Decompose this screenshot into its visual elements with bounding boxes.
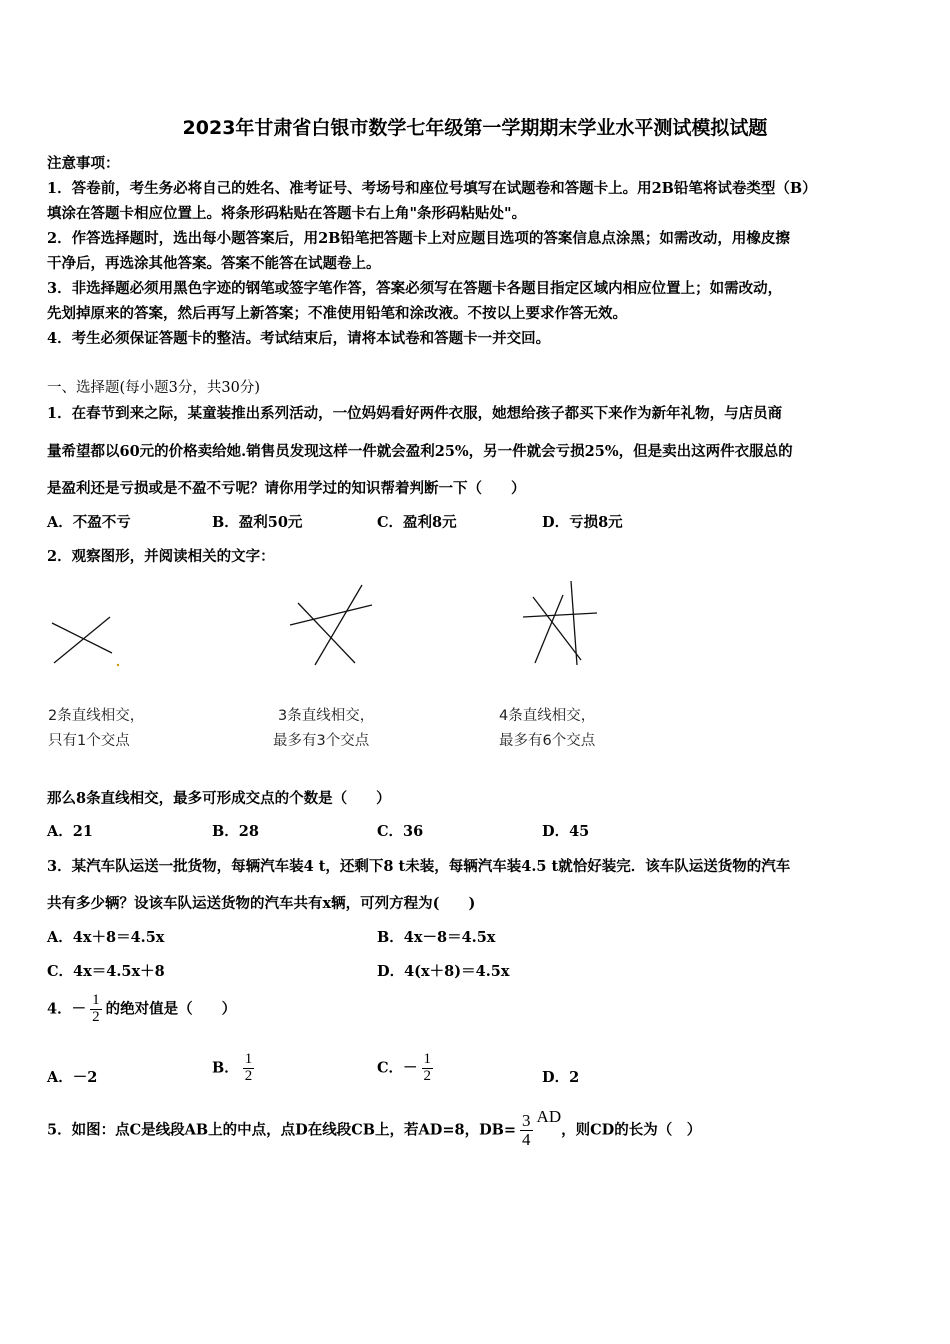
q4-option-b: [212, 1052, 258, 1085]
figure-line: [315, 585, 362, 665]
q5-frac-tail: AD: [536, 1107, 562, 1127]
notice-line: 先划掉原来的答案，然后再写上新答案；不准使用铅笔和涂改液。不按以上要求作答无效。: [47, 305, 627, 322]
question-4: [47, 993, 236, 1026]
q1-option-d: D．亏损8元: [542, 514, 623, 531]
q5-prefix: 5．如图：点C是线段AB上的中点，点D在线段CB上，若AD=8，DB=: [47, 1121, 517, 1139]
q4-option-c: [377, 1052, 437, 1085]
page-title: 2023年甘肃省白银市数学七年级第一学期期末学业水平测试模拟试题: [182, 117, 768, 139]
q3-option-a: A．4x＋8＝4.5x: [47, 929, 165, 946]
figure-dot: [117, 664, 119, 666]
figure-line: [523, 613, 597, 617]
fraction-denominator: 4: [522, 1129, 531, 1149]
notice-heading: 注意事项：: [47, 155, 120, 172]
figure-caption: 2条直线相交，: [48, 708, 145, 724]
question-3-line: 3．某汽车队运送一批货物，每辆汽车装4 t，还剩下8 t未装，每辆汽车装4.5 t就恰好装完．该车队运送货物的汽车: [47, 858, 791, 875]
q3-option-c: C．4x＝4.5x＋8: [47, 963, 165, 980]
question-3-line: 共有多少辆？设该车队运送货物的汽车共有x辆，可列方程为( ): [47, 895, 476, 912]
q4-option-a: A．－2: [47, 1069, 98, 1086]
q4-c-fraction: [422, 1052, 434, 1085]
q4-b-fraction: [243, 1052, 255, 1085]
fraction-denominator: 2: [423, 1067, 432, 1084]
q4-fraction: [90, 993, 102, 1026]
fraction-numerator: 1: [423, 1051, 432, 1067]
q3-option-d: D．4(x＋8)＝4.5x: [377, 963, 510, 980]
fraction-numerator: 3: [522, 1111, 531, 1130]
three-lines-figure: [280, 575, 380, 675]
two-lines-figure: [40, 575, 140, 675]
question-2-text: 那么8条直线相交，最多可形成交点的个数是（ ）: [47, 790, 391, 807]
fraction-numerator: 1: [244, 1051, 253, 1067]
option-label: C．－: [377, 1059, 418, 1077]
q5-suffix: ，则CD的长为（ ）: [561, 1121, 702, 1139]
q2-option-b: B．28: [212, 823, 259, 840]
q2-option-d: D．45: [542, 823, 590, 840]
question-1-line: 是盈利还是亏损或是不盈不亏呢？请你用学过的知识帮着判断一下（ ）: [47, 480, 526, 497]
figure-caption: 只有1个交点: [48, 733, 130, 749]
notice-line: 干净后，再选涂其他答案。答案不能答在试题卷上。: [47, 255, 381, 272]
fraction-numerator: 1: [92, 992, 100, 1008]
q2-option-c: C．36: [377, 823, 424, 840]
q4-option-d: D．2: [542, 1069, 580, 1086]
notice-line: 2．作答选择题时，选出每小题答案后，用2B铅笔把答题卡上对应题目选项的答案信息点涂黑；如需改动，用橡皮擦: [47, 230, 790, 247]
four-lines-figure: [515, 575, 615, 675]
q5-fraction: [520, 1112, 533, 1149]
q4-suffix: 的绝对值是（ ）: [105, 1000, 237, 1018]
notice-line: 3．非选择题必须用黑色字迹的钢笔或签字笔作答，答案必须写在答题卡各题目指定区域内相应位置上；如需改动，: [47, 280, 783, 297]
fraction-denominator: 2: [92, 1008, 100, 1025]
q4-prefix: 4．－: [47, 1000, 87, 1018]
question-2-stem: 2．观察图形，并阅读相关的文字：: [47, 548, 275, 565]
section-heading: 一、选择题(每小题3分，共30分): [47, 380, 260, 396]
figure-line: [54, 617, 110, 663]
figure-caption: 最多有6个交点: [499, 733, 596, 749]
option-label: B．: [212, 1059, 239, 1077]
figure-caption: 3条直线相交，: [278, 708, 375, 724]
question-1-line: 1．在春节到来之际，某童装推出系列活动，一位妈妈看好两件衣服，她想给孩子都买下来作为新年礼物，与店员商: [47, 405, 783, 422]
figure-line: [52, 623, 112, 653]
figure-caption: 最多有3个交点: [273, 733, 370, 749]
fraction-denominator: 2: [244, 1067, 253, 1084]
q2-option-a: A．21: [47, 823, 93, 840]
notice-line: 1．答卷前，考生务必将自己的姓名、准考证号、考场号和座位号填写在试题卷和答题卡上。用2B铅笔将试卷类型（B）: [47, 180, 817, 197]
q1-option-b: B．盈利50元: [212, 514, 303, 531]
notice-line: 4．考生必须保证答题卡的整洁。考试结束后，请将本试卷和答题卡一并交回。: [47, 330, 551, 347]
q1-option-a: A．不盈不亏: [47, 514, 131, 531]
q1-option-c: C．盈利8元: [377, 514, 457, 531]
figure-line: [571, 581, 577, 665]
q3-option-b: B．4x－8＝4.5x: [377, 929, 496, 946]
notice-line: 填涂在答题卡相应位置上。将条形码粘贴在答题卡右上角"条形码粘贴处"。: [47, 205, 527, 222]
question-1-line: 量希望都以60元的价格卖给她.销售员发现这样一件就会盈利25%，另一件就会亏损25%，但是卖出这两件衣服总的: [47, 443, 793, 460]
question-5: [47, 1107, 702, 1149]
figure-caption: 4条直线相交，: [499, 708, 596, 724]
